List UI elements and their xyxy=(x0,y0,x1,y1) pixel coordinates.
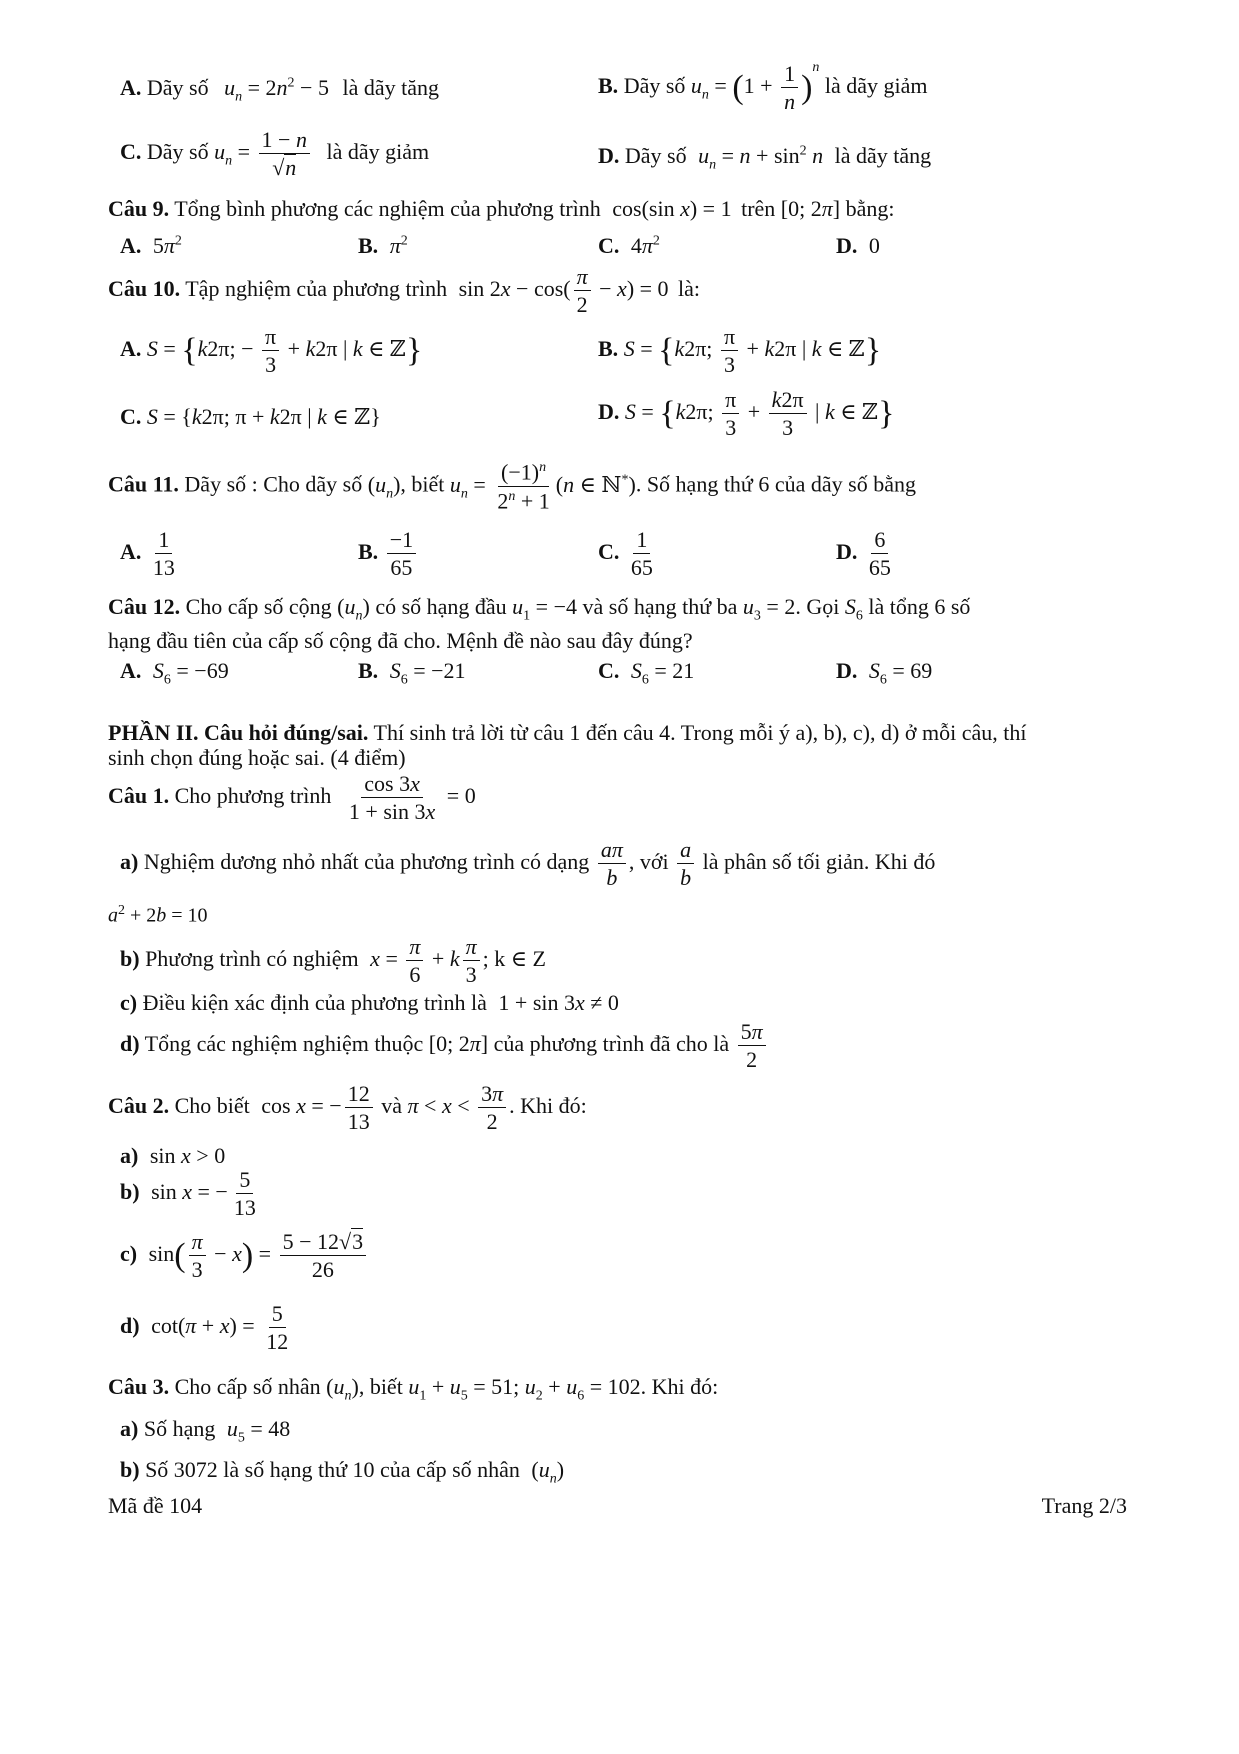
p2q2-d: d) cot(π + x) = $\frac{5}{12}$ xyxy=(120,1301,289,1355)
q9-option-c: C. $4\pi^2$ xyxy=(598,233,660,258)
p2q1-stem: Câu 1. Cho phương trình $\frac{\cos 3x}{1 + \sin 3x}$ = 0 xyxy=(108,771,476,825)
p2q3-a: a) Số hạng $u_5 = 48$ xyxy=(120,1416,291,1446)
q10-option-d: D. S = {k2π; $\frac{\pi}{3}$ + $\frac{k2\pi}{3}$ | k ∈ ℤ} xyxy=(598,387,895,441)
p2q1-d: d) Tổng các nghiệm nghiệm thuộc [0; 2π] của phương trình đã cho là $\frac{5\pi}{2}$ xyxy=(120,1020,769,1072)
footer-exam-code: Mã đề 104 xyxy=(108,1493,203,1518)
q10-option-a: A. S = {k2π; − $\frac{\pi}{3}$ + k2π | k ∈ ℤ} xyxy=(120,324,423,378)
p2q2-b: b) sin x = − $\frac{5}{13}$ xyxy=(120,1167,256,1221)
p2q2-stem: Câu 2. Cho biết cos x = − $\frac{12}{13}$ và π < x < $\frac{3\pi}{2}$ . Khi đó: xyxy=(108,1081,587,1135)
q12-option-a: A. $S_6 = -69$ xyxy=(120,658,229,688)
part2-heading: PHẦN II. Câu hỏi đúng/sai. Thí sinh trả lời từ câu 1 đến câu 4. Trong mỗi ý a), b), c), d) ở mỗi câu, thí xyxy=(108,720,1027,745)
q12-option-c: C. $S_6 = 21$ xyxy=(598,658,695,688)
q12-stem-line1: Câu 12. Cho cấp số cộng $(u_n)$ có số hạng đầu $u_1 = -4$ và số hạng thứ ba $u_3 = 2$. Gọi $S_6$ là tổng 6 số xyxy=(108,594,971,624)
q11-stem: Câu 11. Dãy số : Cho dãy số $(u_n)$, biết $u_n$ = $\frac{(-1)^n}{2^n + 1}$ (n ∈ ℕ*). Số hạng thứ 6 của dãy số bằng xyxy=(108,459,916,513)
p2q2-c: c) sin( $\frac{\pi}{3}$ − x) = $\frac{5 - 12√3}{26}$ xyxy=(120,1230,369,1282)
q11-option-d: D. $\frac{6}{65}$ xyxy=(836,527,891,581)
q10-option-b: B. S = {k2π; $\frac{\pi}{3}$ + k2π | k ∈ ℤ} xyxy=(598,324,882,378)
p2q1-b: b) Phương trình có nghiệm x = $\frac{\pi}{6}$ + k $\frac{\pi}{3}$ ; k ∈ Z xyxy=(120,934,546,988)
q8-option-a: A. Dãy số $u_n = 2n^2 - 5$ là dãy tăng xyxy=(120,75,439,105)
q11-option-b: B. $\frac{-1}{65}$ xyxy=(358,528,419,580)
footer-page-number: Trang 2/3 xyxy=(1041,1493,1127,1518)
q11-option-c: C. $\frac{1}{65}$ xyxy=(598,527,653,581)
q12-option-b: B. $S_6 = -21$ xyxy=(358,658,466,688)
q9-option-b: B. $\pi^2$ xyxy=(358,233,408,258)
p2q3-stem: Câu 3. Cho cấp số nhân $(u_n)$, biết $u_1 + u_5 = 51$; $u_2 + u_6 = 102$. Khi đó: xyxy=(108,1374,719,1404)
q8-option-d: D. Dãy số $u_n = n + \sin^2 n$ là dãy tăng xyxy=(598,143,932,173)
q11-option-a: A. $\frac{1}{13}$ xyxy=(120,527,175,581)
p2q1-c: c) Điều kiện xác định của phương trình là 1 + sin 3x ≠ 0 xyxy=(120,990,619,1015)
q12-stem-line2: hạng đầu tiên của cấp số cộng đã cho. Mệnh đề nào sau đây đúng? xyxy=(108,628,693,653)
p2q1-a: a) Nghiệm dương nhỏ nhất của phương trình có dạng $\frac{a\pi}{b}$ , với $\frac{a}{b}$ là phân số tối giản. Khi đó xyxy=(120,837,936,891)
q9-option-a: A. $5\pi^2$ xyxy=(120,233,182,258)
p2q1-a-continued: $a^2 + 2b = 10$ xyxy=(108,903,208,927)
p2q2-a: a) sin x > 0 xyxy=(120,1143,226,1168)
q8-option-c: C. Dãy số $u_n$ = $\frac{1 - n}{√n}$ là dãy giảm xyxy=(120,127,430,181)
p2q3-b: b) Số 3072 là số hạng thứ 10 của cấp số nhân $(u_n)$ xyxy=(120,1457,565,1487)
part2-heading-line2: sinh chọn đúng hoặc sai. (4 điểm) xyxy=(108,745,406,770)
q10-stem: Câu 10. Tập nghiệm của phương trình sin 2x − cos( $\frac{\pi}{2}$ − x) = 0 là: xyxy=(108,264,701,318)
q9-stem: Câu 9. Tổng bình phương các nghiệm của phương trình cos(sin x) = 1 trên [0; 2π] bằng: xyxy=(108,196,895,221)
q9-option-d: D. 0 xyxy=(836,233,880,258)
q8-option-b: B. Dãy số $u_n = (1$ + $\frac{1}{n}$ )$^n$ là dãy giảm xyxy=(598,60,928,114)
q10-option-c: C. S = {k2π; π + k2π | k ∈ ℤ} xyxy=(120,404,381,429)
q12-option-d: D. $S_6 = 69$ xyxy=(836,658,933,688)
